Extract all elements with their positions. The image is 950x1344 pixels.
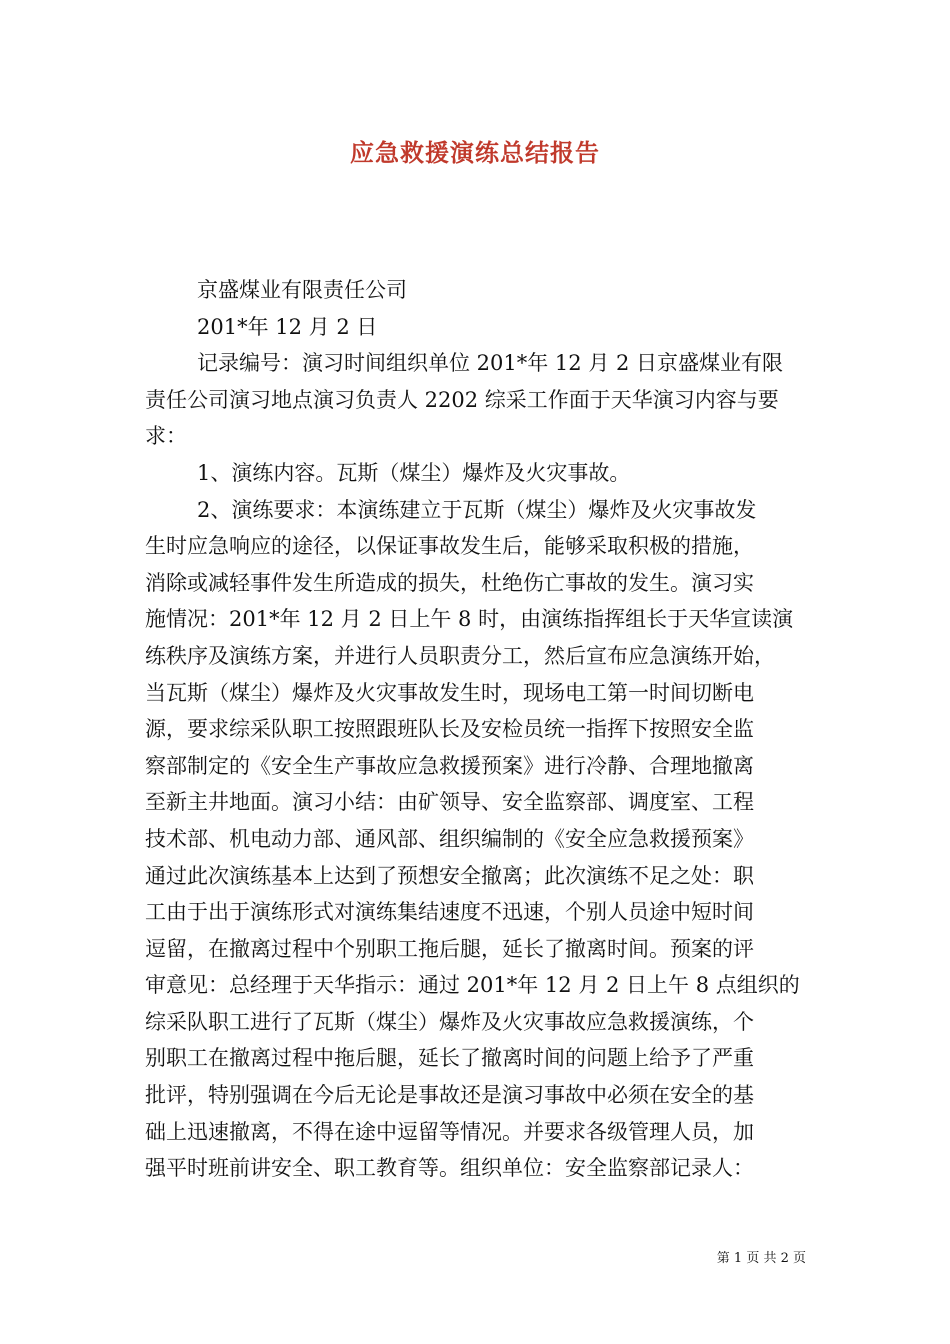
body-line: 施情况：201*年 12 月 2 日上午 8 时，由演练指挥组长于天华宣读演 xyxy=(145,607,794,632)
body-line: 审意见：总经理于天华指示：通过 201*年 12 月 2 日上午 8 点组织的 xyxy=(145,973,800,998)
record-line: 记录编号：演习时间组织单位 201*年 12 月 2 日京盛煤业有限 xyxy=(197,351,784,376)
body-line: 察部制定的《安全生产事故应急救援预案》进行冷静、合理地撤离 xyxy=(145,753,754,778)
date-line: 201*年 12 月 2 日 xyxy=(197,314,378,339)
body-line: 综采队职工进行了瓦斯（煤尘）爆炸及火灾事故应急救援演练，个 xyxy=(145,1009,754,1034)
drill-content-line: 1、演练内容。瓦斯（煤尘）爆炸及火灾事故。 xyxy=(197,460,631,485)
body-line: 当瓦斯（煤尘）爆炸及火灾事故发生时，现场电工第一时间切断电 xyxy=(145,680,754,705)
body-line: 通过此次演练基本上达到了预想安全撤离；此次演练不足之处：职 xyxy=(145,863,754,888)
body-line: 生时应急响应的途径，以保证事故发生后，能够采取积极的措施， xyxy=(145,534,754,559)
body-line: 批评，特别强调在今后无论是事故还是演习事故中必须在安全的基 xyxy=(145,1083,754,1108)
page-number: 第 1 页 共 2 页 xyxy=(716,1251,806,1266)
body-line: 逗留，在撤离过程中个别职工拖后腿，延长了撤离时间。预案的评 xyxy=(145,936,754,961)
body-line: 源，要求综采队职工按照跟班队长及安检员统一指挥下按照安全监 xyxy=(145,717,754,742)
body-line: 消除或减轻事件发生所造成的损失，杜绝伤亡事故的发生。演习实 xyxy=(145,570,754,595)
body-line: 求： xyxy=(145,424,187,449)
body-line: 强平时班前讲安全、职工教育等。组织单位：安全监察部记录人： xyxy=(145,1156,754,1181)
document-body xyxy=(145,272,810,1187)
body-line: 技术部、机电动力部、通风部、组织编制的《安全应急救援预案》 xyxy=(145,826,754,851)
body-line: 工由于出于演练形式对演练集结速度不迅速，个别人员途中短时间 xyxy=(145,900,754,925)
body-line: 别职工在撤离过程中拖后腿，延长了撤离时间的问题上给予了严重 xyxy=(145,1046,754,1071)
body-line: 责任公司演习地点演习负责人 2202 综采工作面于天华演习内容与要 xyxy=(145,387,779,412)
document-title: 应急救援演练总结报告 xyxy=(350,138,600,167)
body-line: 础上迅速撤离，不得在途中逗留等情况。并要求各级管理人员，加 xyxy=(145,1119,754,1144)
drill-requirement-line: 2、演练要求：本演练建立于瓦斯（煤尘）爆炸及火灾事故发 xyxy=(197,497,757,522)
body-line: 至新主井地面。演习小结：由矿领导、安全监察部、调度室、工程 xyxy=(145,790,754,815)
body-line: 练秩序及演练方案，并进行人员职责分工，然后宣布应急演练开始， xyxy=(145,643,775,668)
company-name-line: 京盛煤业有限责任公司 xyxy=(197,278,407,302)
